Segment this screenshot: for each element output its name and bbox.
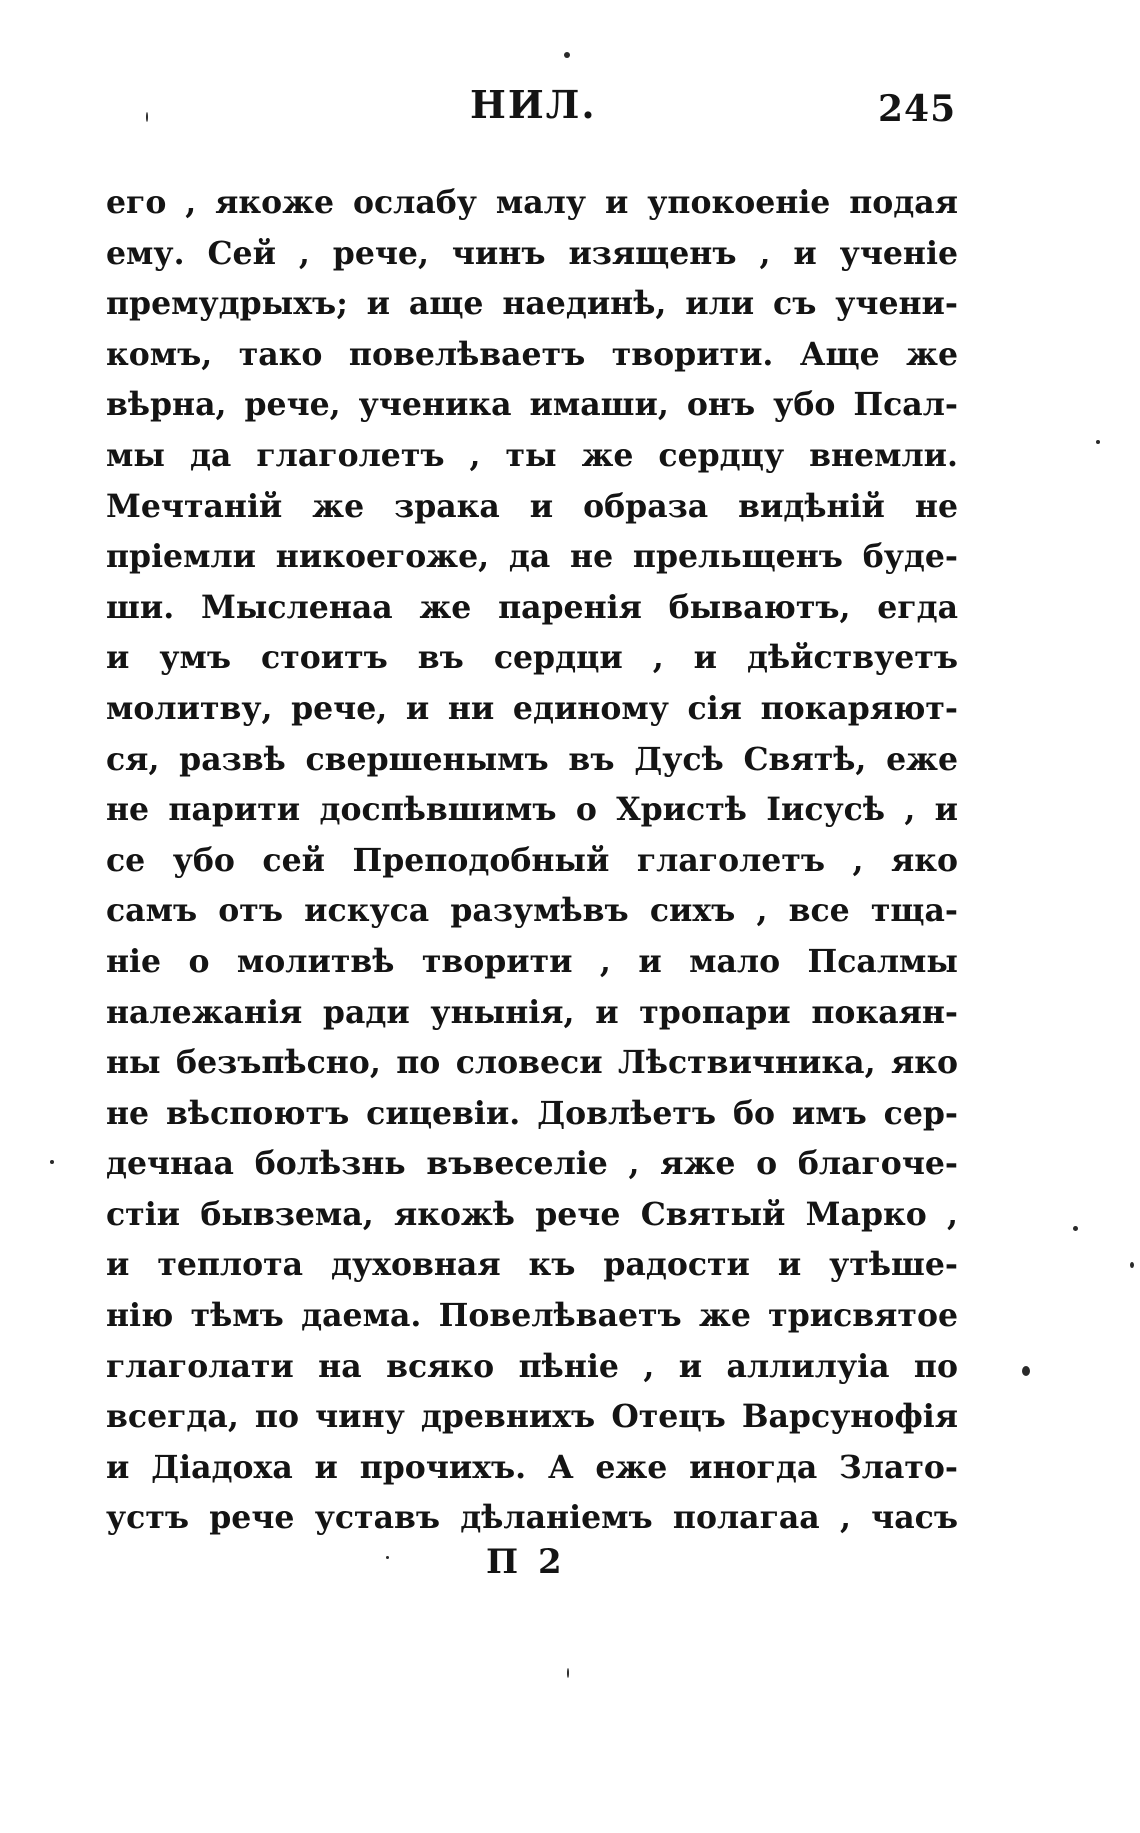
scan-speck — [386, 1556, 389, 1559]
signature-mark: П 2 — [486, 1542, 566, 1582]
text-line: его , якоже ослабу малу и упокоеніе подая — [106, 184, 958, 221]
text-line: не вѣспоютъ сицевіи. Довлѣетъ бо имъ сер- — [106, 1094, 958, 1132]
text-line: пріемли никоегоже, да не прельщенъ буде- — [106, 538, 958, 576]
text-line: вѣрна, рече, ученика имаши, онъ убо Псал- — [106, 386, 958, 424]
scan-speck — [1096, 440, 1100, 444]
text-line: всегда, по чину древнихъ Отецъ Варсунофія — [106, 1398, 958, 1436]
text-line: ему. Сей , рече, чинъ изященъ , и ученіе — [106, 234, 958, 272]
text-line: ніе о молитвѣ творити , и мало Псалмы — [106, 942, 958, 980]
body-text — [106, 178, 958, 1544]
text-line: устъ рече уставъ дѣланіемъ полагаа , часъ — [106, 1499, 958, 1537]
text-line: ся, развѣ свершенымъ въ Дусѣ Святѣ, еже — [106, 740, 958, 778]
text-line: стіи бывзема, якожѣ рече Святый Марко , — [106, 1195, 958, 1233]
text-line: и Діадоха и прочихъ. А еже иногда Злато- — [106, 1448, 958, 1486]
text-line: се убо сей Преподобный глаголетъ , яко — [106, 841, 958, 879]
running-title: НИЛ. — [470, 82, 597, 127]
text-line: дечнаа болѣзнь въвеселіе , яже о благоче- — [106, 1145, 958, 1183]
text-line: и умъ стоитъ въ сердци , и дѣйствуетъ — [106, 639, 958, 677]
text-line: Мечтаній же зрака и образа видѣній не — [106, 487, 958, 525]
text-line: мы да глаголетъ , ты же сердцу внемли. — [106, 436, 958, 474]
running-head — [0, 82, 1140, 142]
page-number: 245 — [878, 88, 957, 130]
text-line: ши. Мысленаа же паренія бываютъ, егда — [106, 588, 958, 626]
text-line: и теплота духовная къ радости и утѣше- — [106, 1246, 958, 1284]
text-line: належанія ради унынія, и тропари покаян- — [106, 993, 958, 1031]
scan-speck — [1073, 1226, 1078, 1231]
scan-speck — [50, 1160, 54, 1164]
text-line: ны безъпѣсно, по словеси Лѣствичника, яко — [106, 1044, 958, 1082]
text-line: комъ, тако повелѣваетъ творити. Аще же — [106, 335, 958, 373]
scan-speck — [567, 1668, 569, 1678]
text-line: молитву, рече, и ни единому сія покаряют- — [106, 689, 958, 727]
scan-speck — [146, 112, 148, 122]
text-line: премудрыхъ; и аще наединѣ, или съ учени- — [106, 285, 958, 323]
scan-speck — [1130, 1262, 1134, 1268]
text-line: не парити доспѣвшимъ о Христѣ Іисусѣ , и — [106, 791, 958, 829]
scan-speck — [1022, 1366, 1030, 1376]
scan-speck — [564, 52, 570, 58]
text-line: глаголати на всяко пѣніе , и аллилуіа по — [106, 1347, 958, 1385]
text-line: нію тѣмъ даема. Повелѣваетъ же трисвятое — [106, 1297, 958, 1335]
text-line: самъ отъ искуса разумѣвъ сихъ , все тща- — [106, 892, 958, 930]
